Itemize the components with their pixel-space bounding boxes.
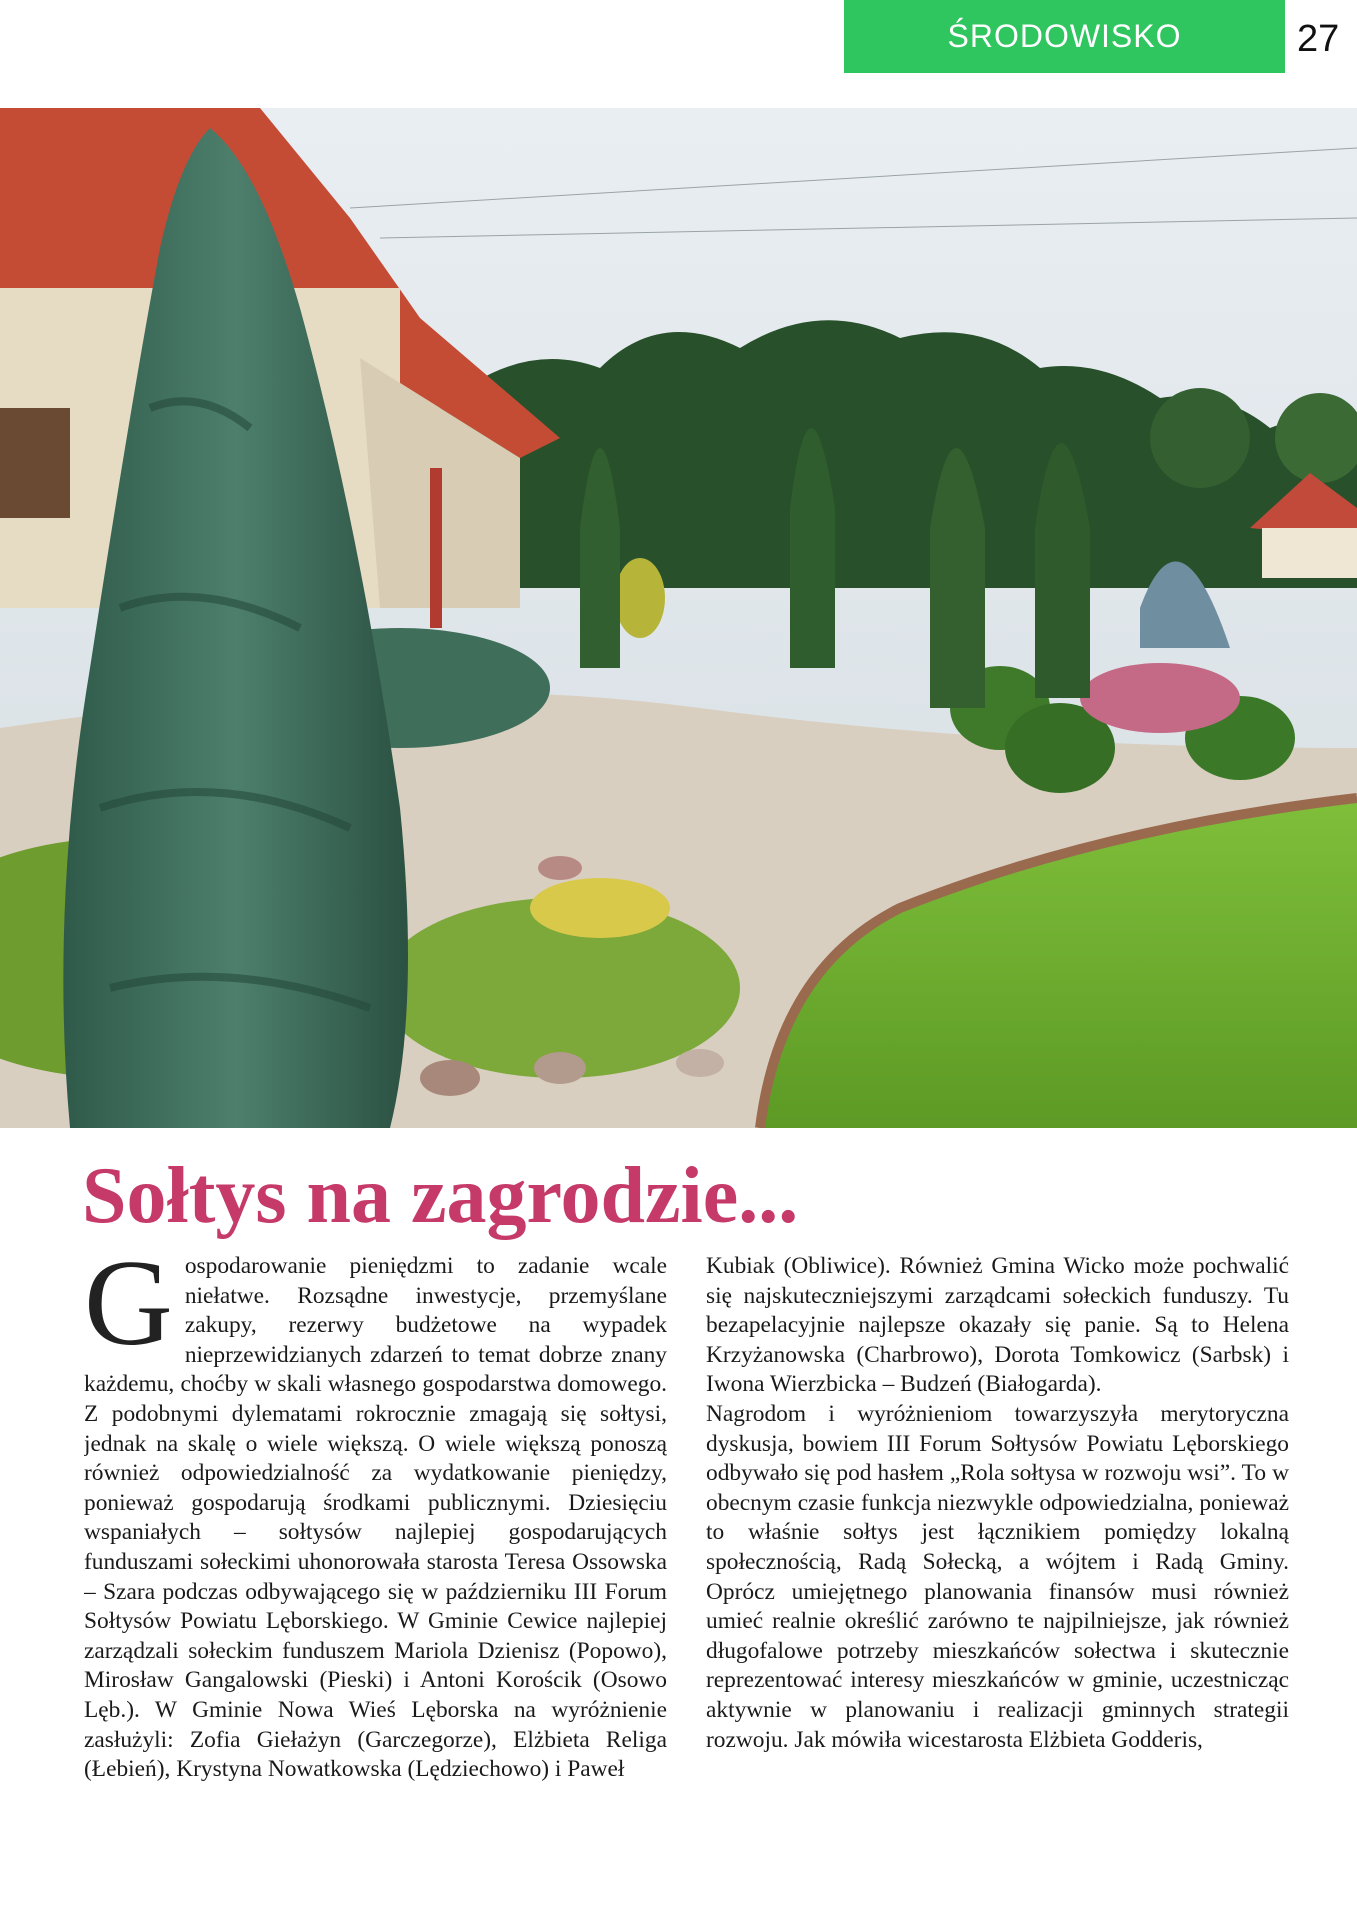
- article-paragraph: Kubiak (Obliwice). Również Gmina Wicko może pochwalić się najskuteczniejszymi zarządcami sołeckich funduszy. Tu bezapelacyjnie najlepsze okazały się panie. Są to Helena Krzyżanowska (Charbrowo), Dorota Tomkowicz (Sarbsk) i Iwona Wierzbicka – Budzeń (Białogarda).: [706, 1253, 1289, 1398]
- page-number: 27: [1297, 18, 1340, 60]
- article-text: ospodarowanie pieniędzmi to zadanie wcale niełatwe. Rozsądne inwestycje, przemyślane zakupy, rezerwy budżetowe na wypadek nieprzewidzianych zdarzeń to temat dobrze znany każdemu, choćby w skali własnego gospodarstwa domowego. Z podobnymi dylematami rokrocznie zmagają się sołtysi, jednak na skalę o wiele większą. O wiele większą ponoszą również odpowiedzialność za wydatkowanie pieniędzy, ponieważ gospodarują środkami publicznymi. Dziesięciu wspaniałych – sołtysów najlepiej gospodarujących funduszami sołeckimi uhonorowała starosta Teresa Ossowska – Szara podczas odbywającego się w październiku III Forum Sołtysów Powiatu Lęborskiego. W Gminie Cewice najlepiej zarządzali sołeckim funduszem Mariola Dzienisz (Popowo), Mirosław Gangalowski (Pieski) i Antoni Korościk (Osowo Lęb.). W Gminie Nowa Wieś Lęborska na wyróżnienie zasłużyli: Zofia Giełażyn (Garczegorze), Elżbieta Religa (Łebień), Krystyna Nowatkowska (Lędziechowo) i Paweł: [84, 1253, 667, 1783]
- article-column-left: [84, 1252, 667, 1872]
- article-paragraph: Nagrodom i wyróżnieniom towarzyszyła merytoryczna dyskusja, bowiem III Forum Sołtysów Powiatu Lęborskiego odbywało się pod hasłem „Rola sołtysa w rozwoju wsi”. To w obecnym czasie funkcja niezwykle odpowiedzialna, ponieważ to właśnie sołtys jest łącznikiem pomiędzy lokalną społecznością, Radą Sołecką, a wójtem i Radą Gminy. Oprócz umiejętnego planowania finansów musi również umieć realnie określić zarówno te najpilniejsze, jak również długofalowe potrzeby mieszkańców sołectwa i skutecznie reprezentować interesy mieszkańców w gminie, uczestnicząc aktywnie w planowaniu i realizacji gminnych strategii rozwoju. Jak mówiła wicestarosta Elżbieta Godderis,: [706, 1400, 1289, 1753]
- garden-photo: [0, 108, 1357, 1128]
- section-label: ŚRODOWISKO: [844, 0, 1285, 73]
- article-column-right: [706, 1252, 1289, 1872]
- article-paragraph: [84, 1252, 667, 1785]
- article-title: Sołtys na zagrodzie...: [82, 1152, 799, 1240]
- drop-cap: G: [84, 1252, 173, 1371]
